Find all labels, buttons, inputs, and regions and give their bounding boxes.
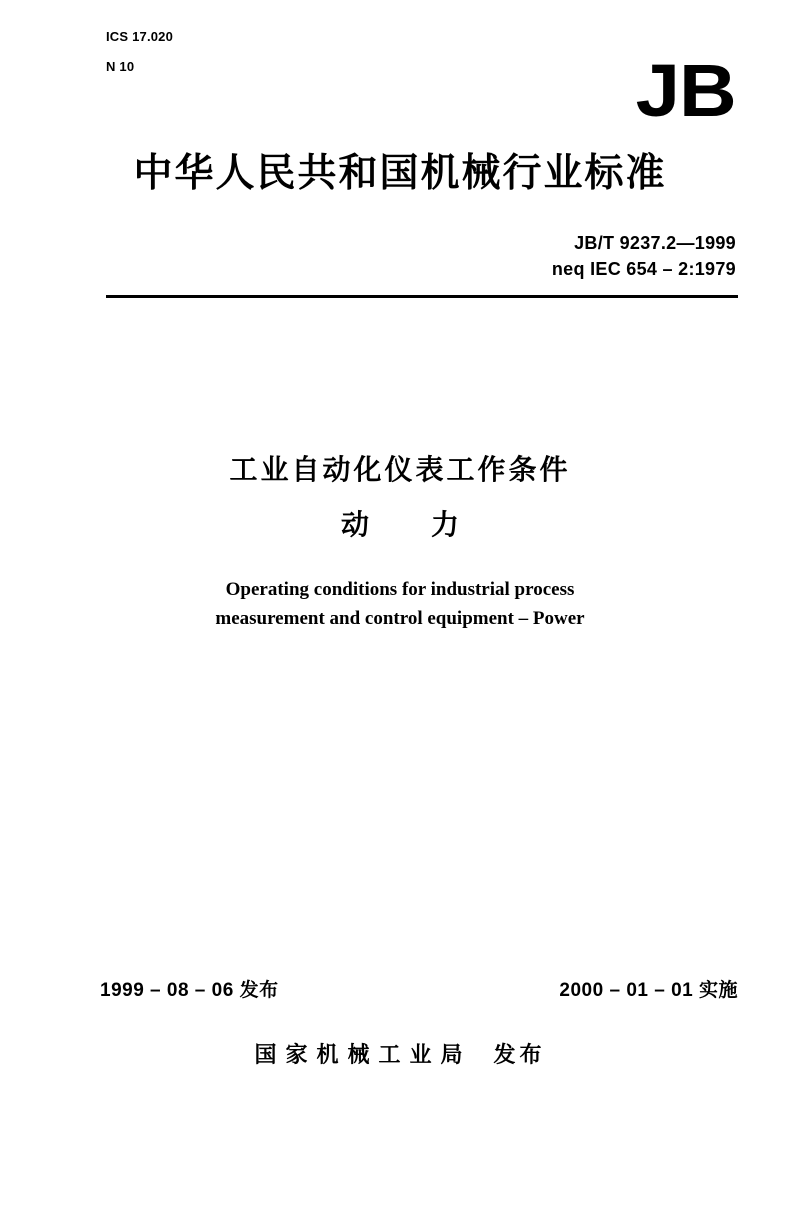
equivalence-note: neq IEC 654 – 2:1979	[551, 259, 736, 280]
issue-date: 1999 – 08 – 06 发布	[100, 980, 279, 1001]
title-en-line2: measurement and control equipment – Power	[215, 608, 585, 630]
issuer-verb: 发布	[493, 1043, 546, 1068]
classification-block	[106, 30, 173, 73]
issuer-line	[0, 1038, 800, 1069]
standard-header-cn: 中华人民共和国机械行业标准	[133, 151, 667, 196]
title-en-line1: Operating conditions for industrial process	[225, 579, 575, 600]
title-en	[0, 575, 800, 634]
issuer-organization: 国家机械工业局	[254, 1043, 472, 1068]
jb-logo: JB	[635, 49, 736, 132]
standard-number: JB/T 9237.2—1999	[574, 233, 736, 253]
ics-code: ICS 17.020	[106, 29, 174, 44]
category-code: N 10	[106, 59, 135, 74]
standard-number-block	[552, 230, 736, 282]
header-divider	[106, 295, 738, 298]
effective-date: 2000 – 01 – 01 实施	[559, 980, 738, 1001]
title-cn-line2: 动力	[340, 508, 521, 541]
title-cn-line1: 工业自动化仪表工作条件	[229, 453, 571, 486]
